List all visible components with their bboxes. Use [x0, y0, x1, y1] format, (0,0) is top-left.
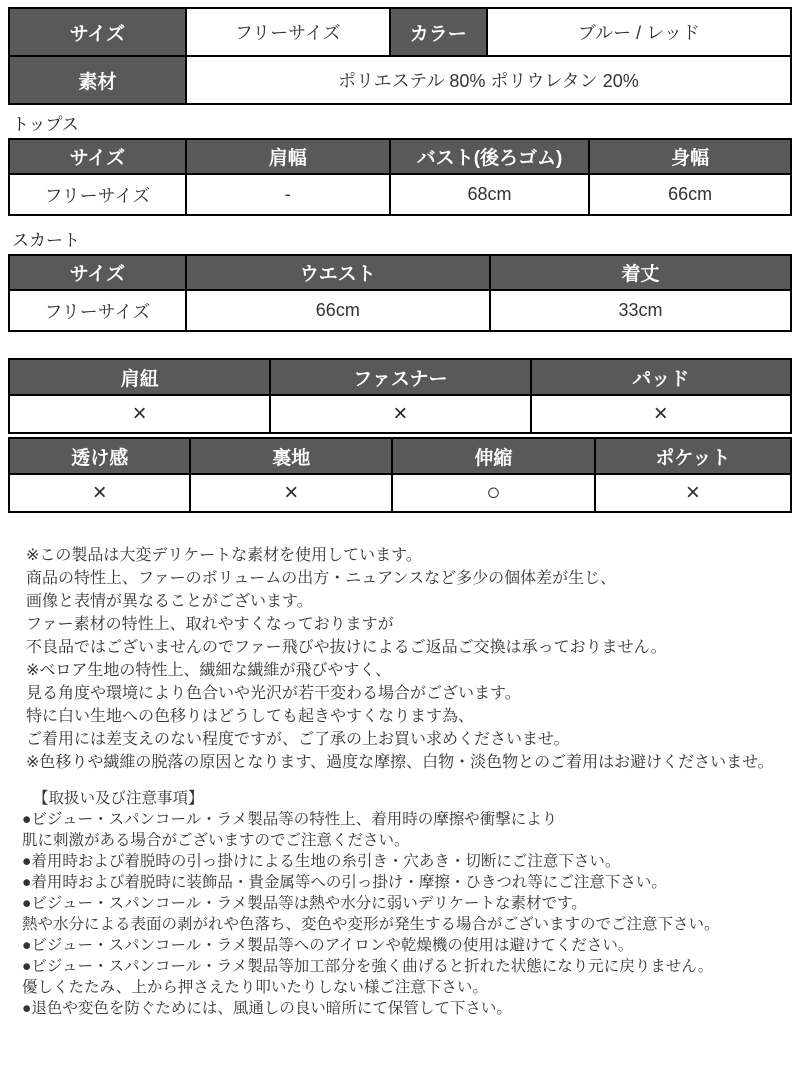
spec-size-value: フリーサイズ	[186, 8, 390, 56]
tops-col-header-width: 身幅	[589, 139, 791, 174]
handling-line: 熱や水分による表面の剥がれや色落ち、変色や変形が発生する場合がございますのでご注意下さい。	[22, 916, 720, 933]
tops-size-value: フリーサイズ	[9, 174, 186, 215]
skirt-table	[8, 254, 792, 332]
feature-header-stretch: 伸縮	[392, 438, 595, 474]
table-header-row	[9, 139, 791, 174]
feature-header-lining: 裏地	[190, 438, 392, 474]
skirt-length-value: 33cm	[490, 290, 791, 331]
table-header-row	[9, 255, 791, 290]
handling-line: ●退色や変色を防ぐためには、風通しの良い暗所にて保管して下さい。	[22, 1000, 512, 1017]
features-table-top	[8, 358, 792, 434]
features-table-bottom	[8, 437, 792, 513]
note-line: 特に白い生地への色移りはどうしても起きやすくなります為、	[26, 708, 475, 725]
handling-line: ●着用時および着脱時に装飾品・貴金属等への引っ掛け・摩擦・ひきつれ等にご注意下さい。	[22, 874, 667, 891]
note-line: 画像と表情が異なることがございます。	[26, 593, 313, 610]
skirt-col-header-waist: ウエスト	[186, 255, 490, 290]
table-row	[9, 8, 791, 56]
spec-size-label: サイズ	[9, 8, 186, 56]
feature-sheer-value: ×	[9, 474, 190, 512]
handling-line: ●ビジュー・スパンコール・ラメ製品等は熱や水分に弱いデリケートな素材です。	[22, 895, 587, 912]
skirt-col-header-size: サイズ	[9, 255, 186, 290]
note-line: ※ベロア生地の特性上、繊細な繊維が飛びやすく、	[26, 662, 392, 679]
feature-lining-value: ×	[190, 474, 392, 512]
feature-header-fastener: ファスナー	[270, 359, 530, 395]
note-line: 不良品ではございませんのでファー飛びや抜けによるご返品ご交換は承っておりません。	[26, 639, 667, 656]
table-row	[9, 474, 791, 512]
feature-header-pocket: ポケット	[595, 438, 791, 474]
handling-line: ●ビジュー・スパンコール・ラメ製品等へのアイロンや乾燥機の使用は避けてください。	[22, 937, 634, 954]
spec-material-value: ポリエステル 80% ポリウレタン 20%	[186, 56, 791, 104]
spec-color-label: カラー	[390, 8, 487, 56]
spec-table	[8, 7, 792, 105]
tops-col-header-shoulder: 肩幅	[186, 139, 390, 174]
table-row	[9, 56, 791, 104]
feature-pocket-value: ×	[595, 474, 791, 512]
material-notes	[8, 544, 792, 774]
handling-notes	[8, 788, 792, 1019]
note-line: 見る角度や環境により色合いや光沢が若干変わる場合がございます。	[26, 685, 521, 702]
table-header-row	[9, 438, 791, 474]
note-line: 商品の特性上、ファーのボリュームの出方・ニュアンスなど多少の個体差が生じ、	[26, 570, 617, 587]
handling-line: ●着用時および着脱時の引っ掛けによる生地の糸引き・穴あき・切断にご注意下さい。	[22, 853, 621, 870]
handling-line: ●ビジュー・スパンコール・ラメ製品等の特性上、着用時の摩擦や衝撃により	[22, 811, 558, 828]
table-row	[9, 395, 791, 433]
tops-table	[8, 138, 792, 216]
table-header-row	[9, 359, 791, 395]
tops-col-header-size: サイズ	[9, 139, 186, 174]
skirt-section-label: スカート	[12, 231, 80, 250]
handling-line: 肌に刺激がある場合がございますのでご注意ください。	[22, 832, 410, 849]
feature-header-straps: 肩紐	[9, 359, 270, 395]
table-row	[9, 174, 791, 215]
tops-section-label: トップス	[12, 115, 79, 134]
feature-fastener-value: ×	[270, 395, 530, 433]
skirt-waist-value: 66cm	[186, 290, 490, 331]
note-line: ご着用には差支えのない程度ですが、ご了承の上お買い求めくださいませ。	[26, 731, 570, 748]
handling-section-title: 【取扱い及び注意事項】	[33, 790, 204, 807]
skirt-size-value: フリーサイズ	[9, 290, 186, 331]
tops-shoulder-value: -	[186, 174, 390, 215]
spec-color-value: ブルー / レッド	[487, 8, 791, 56]
spec-material-label: 素材	[9, 56, 186, 104]
note-line: ファー素材の特性上、取れやすくなっておりますが	[26, 616, 394, 633]
tops-width-value: 66cm	[589, 174, 791, 215]
note-line: ※この製品は大変デリケートな素材を使用しています。	[26, 547, 422, 564]
feature-straps-value: ×	[9, 395, 270, 433]
feature-header-pads: パッド	[531, 359, 791, 395]
feature-pads-value: ×	[531, 395, 791, 433]
feature-header-sheer: 透け感	[9, 438, 190, 474]
handling-line: ●ビジュー・スパンコール・ラメ製品等加工部分を強く曲げると折れた状態になり元に戻りません。	[22, 958, 714, 975]
tops-bust-value: 68cm	[390, 174, 589, 215]
handling-line: 優しくたたみ、上から押さえたり叩いたりしない様ご注意下さい。	[22, 979, 488, 996]
tops-col-header-bust: バスト(後ろゴム)	[390, 139, 589, 174]
table-row	[9, 290, 791, 331]
note-line: ※色移りや繊維の脱落の原因となります、過度な摩擦、白物・淡色物とのご着用はお避けくださいませ。	[26, 754, 774, 771]
feature-stretch-value: ○	[392, 474, 595, 512]
skirt-col-header-length: 着丈	[490, 255, 791, 290]
